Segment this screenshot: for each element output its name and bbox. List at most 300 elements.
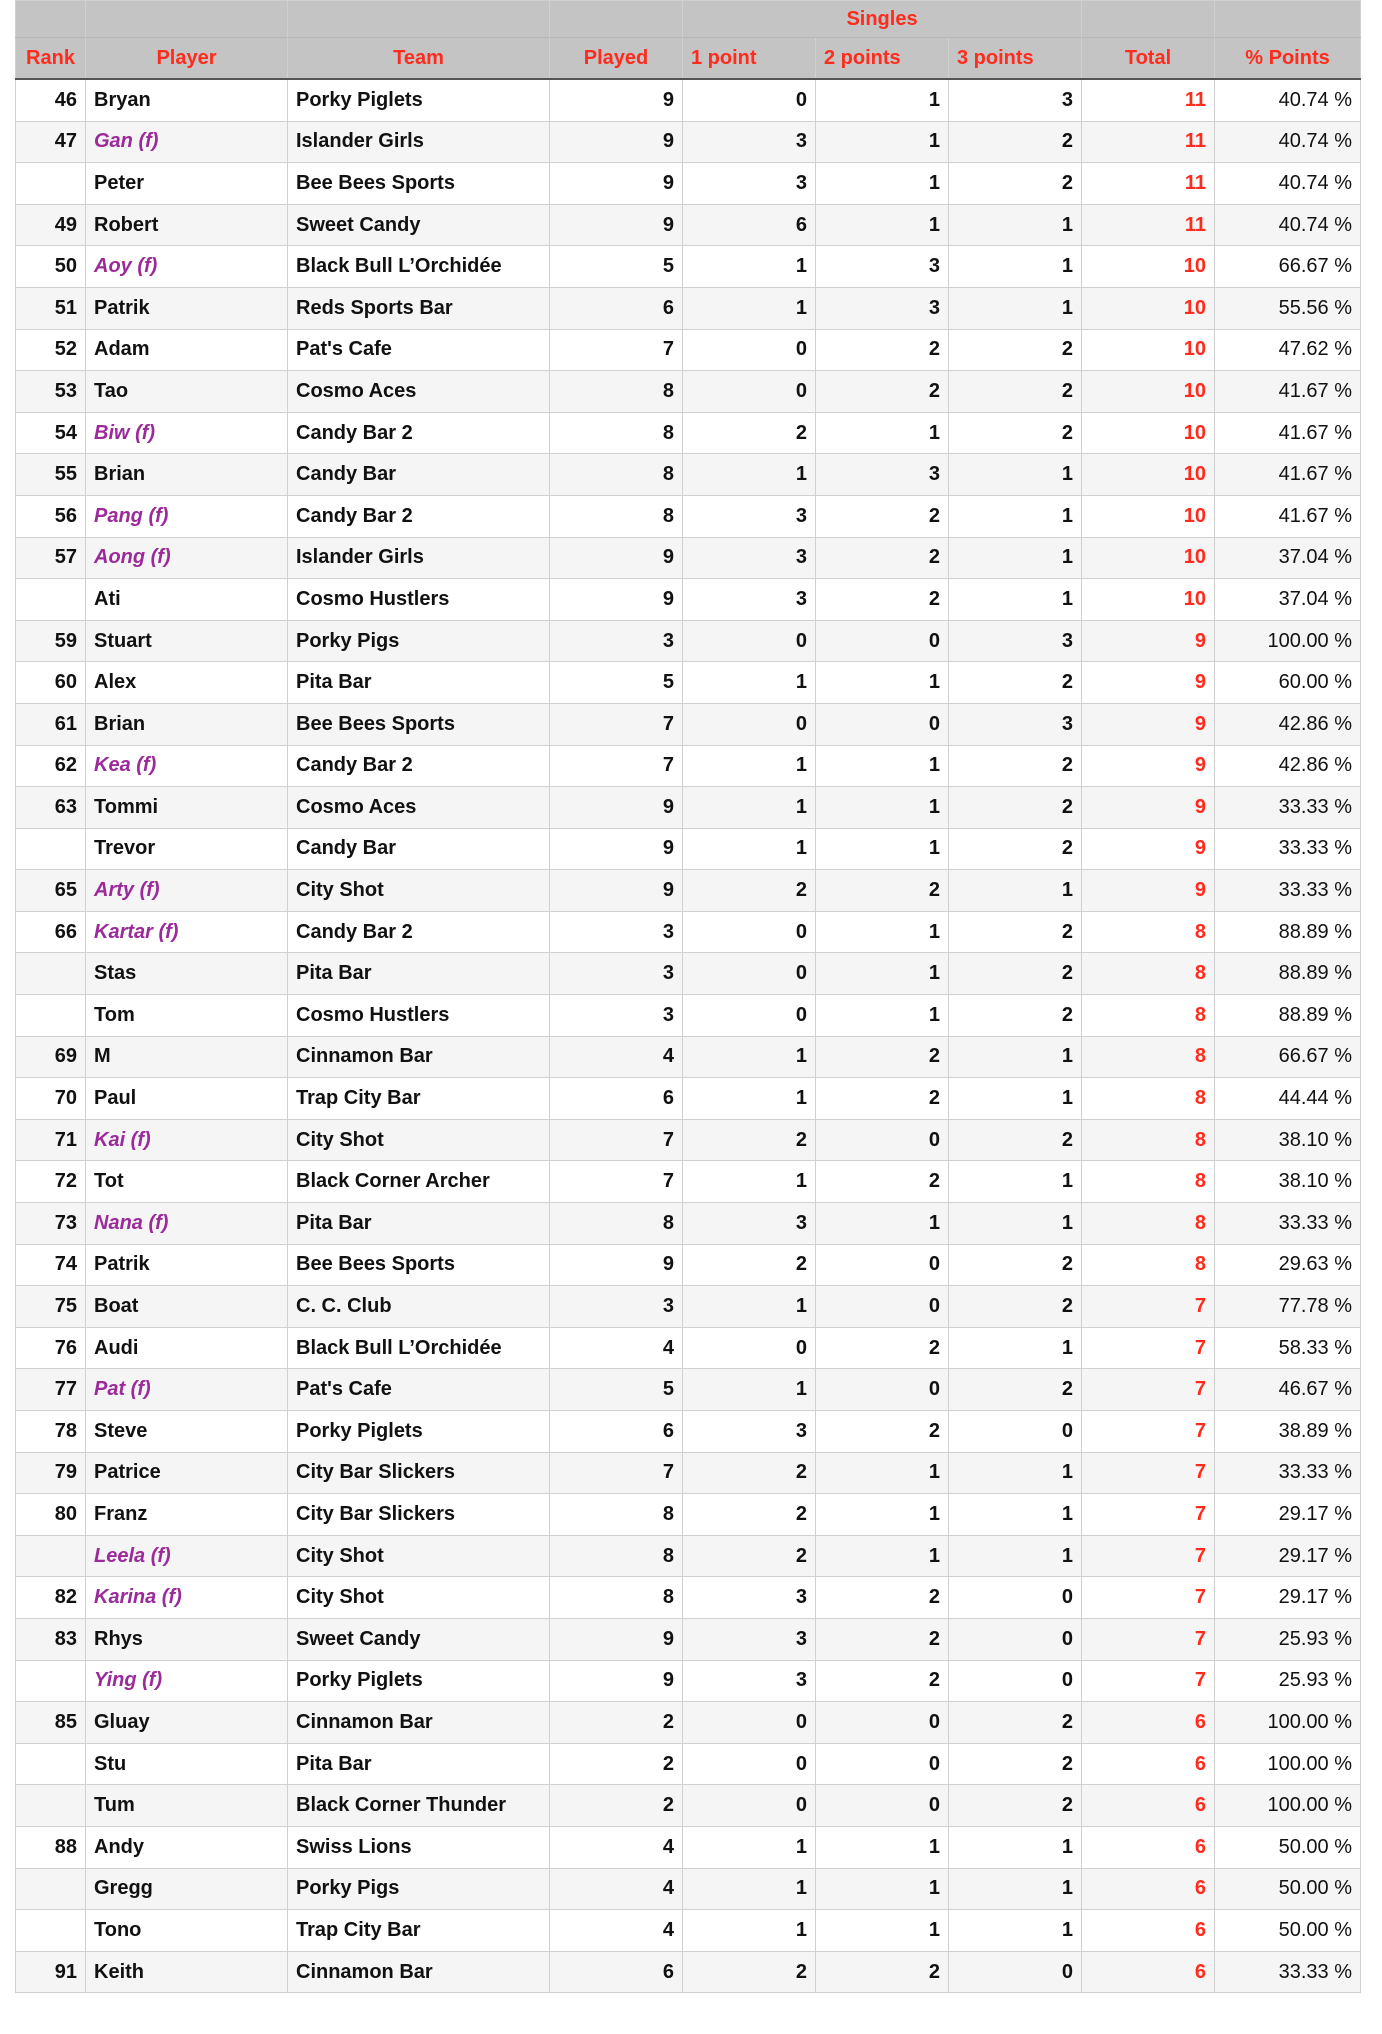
cell-percent-points: 46.67 %	[1215, 1369, 1361, 1411]
cell-total: 8	[1082, 1119, 1215, 1161]
cell-percent-points: 47.62 %	[1215, 329, 1361, 371]
cell-team: Swiss Lions	[288, 1826, 550, 1868]
cell-2-points: 1	[816, 79, 949, 121]
cell-total: 7	[1082, 1618, 1215, 1660]
cell-team: Candy Bar	[288, 828, 550, 870]
cell-1-point: 3	[683, 1660, 816, 1702]
cell-percent-points: 40.74 %	[1215, 204, 1361, 246]
cell-rank: 61	[16, 703, 86, 745]
cell-percent-points: 38.89 %	[1215, 1411, 1361, 1453]
cell-2-points: 0	[816, 1286, 949, 1328]
cell-team: Black Corner Thunder	[288, 1785, 550, 1827]
cell-total: 11	[1082, 121, 1215, 163]
table-row	[16, 1951, 1361, 1993]
cell-percent-points: 100.00 %	[1215, 1702, 1361, 1744]
cell-played: 8	[550, 495, 683, 537]
cell-3-points: 1	[949, 537, 1082, 579]
cell-total: 9	[1082, 787, 1215, 829]
table-row	[16, 121, 1361, 163]
cell-2-points: 2	[816, 1618, 949, 1660]
cell-1-point: 0	[683, 1702, 816, 1744]
cell-1-point: 0	[683, 911, 816, 953]
singles-standings-table	[15, 0, 1361, 1993]
cell-rank	[16, 163, 86, 205]
table-header	[16, 1, 1361, 80]
cell-2-points: 3	[816, 287, 949, 329]
cell-team: Porky Piglets	[288, 79, 550, 121]
cell-rank: 83	[16, 1618, 86, 1660]
cell-2-points: 3	[816, 246, 949, 288]
cell-team: Trap City Bar	[288, 1078, 550, 1120]
table-row	[16, 662, 1361, 704]
cell-2-points: 1	[816, 953, 949, 995]
cell-team: Candy Bar 2	[288, 911, 550, 953]
cell-team: Candy Bar 2	[288, 412, 550, 454]
table-row	[16, 454, 1361, 496]
cell-2-points: 1	[816, 787, 949, 829]
cell-played: 4	[550, 1036, 683, 1078]
cell-rank: 75	[16, 1286, 86, 1328]
cell-3-points: 2	[949, 828, 1082, 870]
cell-1-point: 3	[683, 1203, 816, 1245]
cell-player: Kai (f)	[86, 1119, 288, 1161]
column-header-1-point[interactable]: 1 point	[683, 38, 816, 80]
cell-1-point: 2	[683, 1494, 816, 1536]
cell-1-point: 2	[683, 1119, 816, 1161]
cell-2-points: 2	[816, 329, 949, 371]
column-header-played[interactable]: Played	[550, 38, 683, 80]
cell-2-points: 0	[816, 1119, 949, 1161]
cell-percent-points: 29.63 %	[1215, 1244, 1361, 1286]
column-header-rank[interactable]: Rank	[16, 38, 86, 80]
cell-2-points: 1	[816, 412, 949, 454]
cell-3-points: 0	[949, 1951, 1082, 1993]
cell-total: 11	[1082, 79, 1215, 121]
cell-3-points: 1	[949, 579, 1082, 621]
cell-total: 8	[1082, 1203, 1215, 1245]
cell-rank: 65	[16, 870, 86, 912]
cell-3-points: 1	[949, 1327, 1082, 1369]
cell-rank	[16, 1660, 86, 1702]
cell-played: 8	[550, 454, 683, 496]
cell-3-points: 2	[949, 371, 1082, 413]
table-row	[16, 246, 1361, 288]
cell-rank: 46	[16, 79, 86, 121]
table-row	[16, 1203, 1361, 1245]
table-row	[16, 1452, 1361, 1494]
cell-2-points: 1	[816, 1535, 949, 1577]
cell-player: Tum	[86, 1785, 288, 1827]
cell-played: 6	[550, 1078, 683, 1120]
header-group-spacer	[1215, 1, 1361, 38]
cell-played: 4	[550, 1910, 683, 1952]
cell-team: Islander Girls	[288, 537, 550, 579]
cell-total: 7	[1082, 1452, 1215, 1494]
cell-1-point: 2	[683, 1452, 816, 1494]
table-body	[16, 79, 1361, 1993]
cell-percent-points: 55.56 %	[1215, 287, 1361, 329]
cell-player: Aong (f)	[86, 537, 288, 579]
cell-played: 5	[550, 246, 683, 288]
cell-1-point: 1	[683, 662, 816, 704]
cell-played: 9	[550, 1660, 683, 1702]
cell-played: 2	[550, 1785, 683, 1827]
cell-player: M	[86, 1036, 288, 1078]
cell-played: 9	[550, 121, 683, 163]
cell-total: 9	[1082, 745, 1215, 787]
cell-percent-points: 37.04 %	[1215, 579, 1361, 621]
cell-1-point: 1	[683, 1910, 816, 1952]
cell-player: Aoy (f)	[86, 246, 288, 288]
cell-player: Pat (f)	[86, 1369, 288, 1411]
cell-rank: 60	[16, 662, 86, 704]
cell-3-points: 2	[949, 911, 1082, 953]
cell-team: Porky Piglets	[288, 1411, 550, 1453]
cell-3-points: 2	[949, 1119, 1082, 1161]
cell-player: Nana (f)	[86, 1203, 288, 1245]
header-group-spacer	[1082, 1, 1215, 38]
cell-3-points: 1	[949, 1535, 1082, 1577]
cell-played: 9	[550, 870, 683, 912]
cell-rank: 63	[16, 787, 86, 829]
cell-played: 6	[550, 1411, 683, 1453]
cell-rank	[16, 953, 86, 995]
cell-total: 8	[1082, 1078, 1215, 1120]
cell-percent-points: 66.67 %	[1215, 1036, 1361, 1078]
cell-1-point: 1	[683, 787, 816, 829]
cell-percent-points: 60.00 %	[1215, 662, 1361, 704]
cell-2-points: 2	[816, 371, 949, 413]
cell-2-points: 1	[816, 1494, 949, 1536]
table-row	[16, 163, 1361, 205]
cell-team: Cosmo Hustlers	[288, 995, 550, 1037]
table-row	[16, 1244, 1361, 1286]
cell-2-points: 2	[816, 870, 949, 912]
cell-percent-points: 40.74 %	[1215, 79, 1361, 121]
cell-rank: 76	[16, 1327, 86, 1369]
cell-rank	[16, 1868, 86, 1910]
cell-rank: 52	[16, 329, 86, 371]
cell-2-points: 1	[816, 1826, 949, 1868]
table-row	[16, 1660, 1361, 1702]
cell-1-point: 1	[683, 1369, 816, 1411]
cell-total: 10	[1082, 454, 1215, 496]
cell-played: 7	[550, 745, 683, 787]
cell-percent-points: 100.00 %	[1215, 620, 1361, 662]
cell-percent-points: 38.10 %	[1215, 1119, 1361, 1161]
cell-2-points: 2	[816, 1327, 949, 1369]
cell-rank: 66	[16, 911, 86, 953]
table-row	[16, 79, 1361, 121]
cell-3-points: 0	[949, 1660, 1082, 1702]
cell-3-points: 0	[949, 1618, 1082, 1660]
cell-rank: 56	[16, 495, 86, 537]
table-row	[16, 1369, 1361, 1411]
cell-2-points: 1	[816, 828, 949, 870]
cell-1-point: 0	[683, 329, 816, 371]
cell-percent-points: 37.04 %	[1215, 537, 1361, 579]
cell-3-points: 2	[949, 329, 1082, 371]
table-row	[16, 287, 1361, 329]
cell-rank: 50	[16, 246, 86, 288]
cell-1-point: 1	[683, 1826, 816, 1868]
table-row	[16, 1411, 1361, 1453]
cell-player: Paul	[86, 1078, 288, 1120]
cell-player: Gregg	[86, 1868, 288, 1910]
cell-3-points: 2	[949, 412, 1082, 454]
table-row	[16, 329, 1361, 371]
cell-3-points: 2	[949, 1702, 1082, 1744]
cell-team: Candy Bar	[288, 454, 550, 496]
cell-percent-points: 41.67 %	[1215, 495, 1361, 537]
cell-3-points: 3	[949, 620, 1082, 662]
cell-1-point: 0	[683, 1785, 816, 1827]
cell-3-points: 2	[949, 1743, 1082, 1785]
cell-percent-points: 40.74 %	[1215, 163, 1361, 205]
cell-1-point: 0	[683, 995, 816, 1037]
cell-total: 10	[1082, 537, 1215, 579]
cell-played: 5	[550, 662, 683, 704]
table-row	[16, 1910, 1361, 1952]
cell-3-points: 1	[949, 1494, 1082, 1536]
cell-1-point: 1	[683, 1286, 816, 1328]
cell-1-point: 0	[683, 371, 816, 413]
cell-percent-points: 38.10 %	[1215, 1161, 1361, 1203]
cell-1-point: 3	[683, 537, 816, 579]
cell-total: 7	[1082, 1327, 1215, 1369]
cell-3-points: 2	[949, 1369, 1082, 1411]
cell-player: Peter	[86, 163, 288, 205]
cell-percent-points: 41.67 %	[1215, 412, 1361, 454]
cell-total: 6	[1082, 1868, 1215, 1910]
cell-2-points: 1	[816, 662, 949, 704]
cell-total: 9	[1082, 870, 1215, 912]
cell-1-point: 1	[683, 1868, 816, 1910]
cell-player: Trevor	[86, 828, 288, 870]
cell-played: 8	[550, 1494, 683, 1536]
cell-team: City Shot	[288, 1119, 550, 1161]
cell-team: Porky Pigs	[288, 1868, 550, 1910]
cell-1-point: 0	[683, 79, 816, 121]
cell-1-point: 3	[683, 121, 816, 163]
cell-player: Stuart	[86, 620, 288, 662]
cell-3-points: 1	[949, 495, 1082, 537]
cell-3-points: 1	[949, 1203, 1082, 1245]
cell-rank: 73	[16, 1203, 86, 1245]
cell-3-points: 1	[949, 287, 1082, 329]
header-group-spacer	[16, 1, 86, 38]
cell-played: 7	[550, 703, 683, 745]
cell-1-point: 3	[683, 163, 816, 205]
cell-rank	[16, 1743, 86, 1785]
cell-player: Adam	[86, 329, 288, 371]
cell-total: 8	[1082, 1244, 1215, 1286]
cell-percent-points: 25.93 %	[1215, 1660, 1361, 1702]
cell-team: Candy Bar 2	[288, 495, 550, 537]
cell-2-points: 0	[816, 1244, 949, 1286]
cell-team: Bee Bees Sports	[288, 1244, 550, 1286]
cell-3-points: 3	[949, 703, 1082, 745]
cell-player: Robert	[86, 204, 288, 246]
cell-total: 8	[1082, 995, 1215, 1037]
cell-player: Ying (f)	[86, 1660, 288, 1702]
cell-team: Sweet Candy	[288, 204, 550, 246]
cell-2-points: 2	[816, 1951, 949, 1993]
cell-player: Patrik	[86, 1244, 288, 1286]
cell-2-points: 1	[816, 1910, 949, 1952]
column-header-team[interactable]: Team	[288, 38, 550, 80]
cell-player: Stu	[86, 1743, 288, 1785]
cell-1-point: 0	[683, 953, 816, 995]
cell-team: Trap City Bar	[288, 1910, 550, 1952]
cell-3-points: 1	[949, 1826, 1082, 1868]
cell-total: 7	[1082, 1577, 1215, 1619]
cell-3-points: 2	[949, 163, 1082, 205]
cell-team: Porky Piglets	[288, 1660, 550, 1702]
cell-played: 9	[550, 828, 683, 870]
cell-percent-points: 33.33 %	[1215, 1203, 1361, 1245]
cell-3-points: 1	[949, 870, 1082, 912]
cell-rank: 47	[16, 121, 86, 163]
cell-played: 8	[550, 1535, 683, 1577]
table-row	[16, 1078, 1361, 1120]
cell-1-point: 1	[683, 828, 816, 870]
cell-played: 4	[550, 1826, 683, 1868]
cell-1-point: 1	[683, 287, 816, 329]
column-header-percent-points[interactable]: % Points	[1215, 38, 1361, 80]
cell-player: Ati	[86, 579, 288, 621]
cell-percent-points: 25.93 %	[1215, 1618, 1361, 1660]
cell-rank: 53	[16, 371, 86, 413]
cell-played: 5	[550, 1369, 683, 1411]
cell-played: 2	[550, 1743, 683, 1785]
cell-total: 10	[1082, 287, 1215, 329]
cell-player: Tono	[86, 1910, 288, 1952]
table-row	[16, 1868, 1361, 1910]
cell-played: 7	[550, 329, 683, 371]
cell-total: 9	[1082, 828, 1215, 870]
table-row	[16, 1119, 1361, 1161]
cell-3-points: 1	[949, 1078, 1082, 1120]
cell-played: 6	[550, 1951, 683, 1993]
cell-3-points: 0	[949, 1577, 1082, 1619]
cell-team: Black Bull L’Orchidée	[288, 1327, 550, 1369]
cell-rank: 88	[16, 1826, 86, 1868]
cell-total: 8	[1082, 911, 1215, 953]
table-row	[16, 495, 1361, 537]
table-row	[16, 1577, 1361, 1619]
cell-rank: 77	[16, 1369, 86, 1411]
table-row	[16, 1286, 1361, 1328]
cell-percent-points: 66.67 %	[1215, 246, 1361, 288]
cell-played: 8	[550, 412, 683, 454]
cell-rank: 80	[16, 1494, 86, 1536]
cell-1-point: 1	[683, 1036, 816, 1078]
column-header-total[interactable]: Total	[1082, 38, 1215, 80]
cell-rank	[16, 995, 86, 1037]
cell-played: 9	[550, 1618, 683, 1660]
cell-team: Cosmo Aces	[288, 371, 550, 413]
cell-2-points: 2	[816, 495, 949, 537]
table-row	[16, 1618, 1361, 1660]
table-row	[16, 995, 1361, 1037]
cell-2-points: 0	[816, 620, 949, 662]
cell-team: Porky Pigs	[288, 620, 550, 662]
cell-1-point: 0	[683, 1327, 816, 1369]
column-header-2-points[interactable]: 2 points	[816, 38, 949, 80]
cell-1-point: 1	[683, 454, 816, 496]
cell-3-points: 3	[949, 79, 1082, 121]
table-row	[16, 870, 1361, 912]
table-row	[16, 1327, 1361, 1369]
cell-team: Bee Bees Sports	[288, 163, 550, 205]
cell-1-point: 2	[683, 870, 816, 912]
cell-player: Patrice	[86, 1452, 288, 1494]
column-header-3-points[interactable]: 3 points	[949, 38, 1082, 80]
column-header-player[interactable]: Player	[86, 38, 288, 80]
cell-player: Andy	[86, 1826, 288, 1868]
cell-team: Islander Girls	[288, 121, 550, 163]
cell-team: City Bar Slickers	[288, 1494, 550, 1536]
cell-team: Pita Bar	[288, 953, 550, 995]
cell-3-points: 2	[949, 1785, 1082, 1827]
cell-total: 10	[1082, 329, 1215, 371]
cell-player: Tot	[86, 1161, 288, 1203]
cell-total: 6	[1082, 1910, 1215, 1952]
cell-3-points: 1	[949, 204, 1082, 246]
cell-played: 3	[550, 1286, 683, 1328]
cell-rank: 57	[16, 537, 86, 579]
cell-rank: 59	[16, 620, 86, 662]
cell-1-point: 0	[683, 703, 816, 745]
header-group-spacer	[550, 1, 683, 38]
cell-2-points: 0	[816, 703, 949, 745]
cell-1-point: 1	[683, 246, 816, 288]
cell-percent-points: 33.33 %	[1215, 870, 1361, 912]
table-row	[16, 911, 1361, 953]
cell-rank: 51	[16, 287, 86, 329]
table-row	[16, 1826, 1361, 1868]
cell-3-points: 2	[949, 1244, 1082, 1286]
cell-1-point: 3	[683, 1618, 816, 1660]
cell-played: 7	[550, 1452, 683, 1494]
cell-total: 11	[1082, 204, 1215, 246]
cell-2-points: 1	[816, 204, 949, 246]
cell-player: Arty (f)	[86, 870, 288, 912]
cell-3-points: 1	[949, 246, 1082, 288]
cell-rank: 49	[16, 204, 86, 246]
cell-total: 6	[1082, 1702, 1215, 1744]
cell-rank: 70	[16, 1078, 86, 1120]
cell-rank: 82	[16, 1577, 86, 1619]
cell-player: Tommi	[86, 787, 288, 829]
cell-total: 10	[1082, 246, 1215, 288]
cell-rank: 55	[16, 454, 86, 496]
table-row	[16, 620, 1361, 662]
cell-player: Franz	[86, 1494, 288, 1536]
standings-table-container	[15, 0, 1360, 1993]
cell-total: 7	[1082, 1494, 1215, 1536]
cell-3-points: 2	[949, 787, 1082, 829]
cell-player: Tao	[86, 371, 288, 413]
cell-rank: 85	[16, 1702, 86, 1744]
cell-percent-points: 33.33 %	[1215, 828, 1361, 870]
cell-player: Keith	[86, 1951, 288, 1993]
cell-total: 7	[1082, 1535, 1215, 1577]
cell-percent-points: 29.17 %	[1215, 1577, 1361, 1619]
cell-played: 4	[550, 1868, 683, 1910]
cell-1-point: 3	[683, 1577, 816, 1619]
